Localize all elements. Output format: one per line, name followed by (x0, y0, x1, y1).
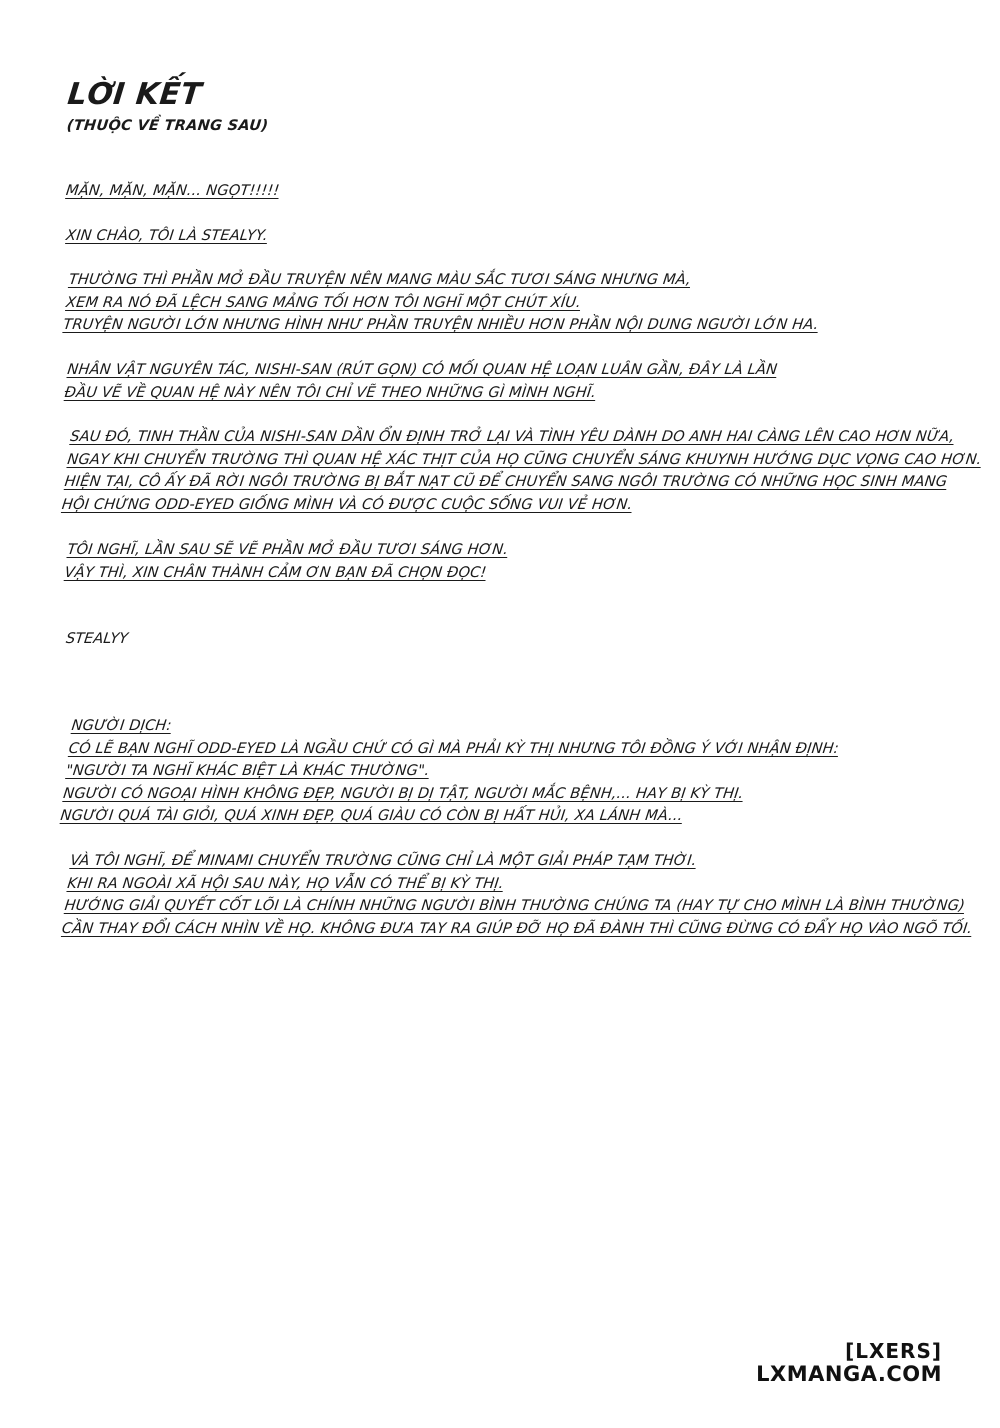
paragraph-line: HIỆN TẠI, CÔ ẤY ĐÃ RỜI NGÔI TRƯỜNG BỊ BẮT NẠT CŨ ĐỂ CHUYỂN SANG NGÔI TRƯỜNG CÓ NHỮNG HỌC SINH MANG (63, 473, 949, 491)
spacer-large (66, 647, 936, 715)
author-signature: STEALYY (64, 629, 129, 647)
paragraph-line: TÔI NGHĨ, LẦN SAU SẼ VẼ PHẦN MỞ ĐẦU TƯƠI SÁNG HƠN. (66, 540, 510, 558)
spacer (66, 606, 936, 630)
page-content (59, 77, 983, 962)
paragraph-line: NGƯỜI QUÁ TÀI GIỎI, QUÁ XINH ĐẸP, QUÁ GIÀU CÓ CÒN BỊ HẤT HỦI, XA LÁNH MÀ... (59, 807, 684, 825)
page-subtitle-text: (THUỘC VỀ TRANG SAU) (66, 118, 270, 134)
afterword-body (59, 180, 983, 940)
watermark-site: LXMANGA.COM (756, 1361, 942, 1386)
paragraph-line: VẬY THÌ, XIN CHÂN THÀNH CẢM ƠN BẠN ĐÃ CHỌN ĐỌC! (63, 563, 488, 581)
intro-line (65, 225, 938, 248)
paragraph-line: NHÂN VẬT NGUYÊN TÁC, NISHI-SAN (RÚT GỌN) CÓ MỐI QUAN HỆ LOẠN LUÂN GẦN, ĐÂY LÀ LẦN (66, 361, 779, 379)
paragraph-line: XEM RA NÓ ĐÃ LỆCH SANG MẢNG TỐI HƠN TÔI NGHĨ MỘT CHÚT XÍU. (65, 293, 583, 311)
paragraph-line: ĐẦU VẼ VỀ QUAN HỆ NÀY NÊN TÔI CHỈ VẼ THEO NHỮNG GÌ MÌNH NGHĨ. (63, 383, 598, 401)
paragraph-line: SAU ĐÓ, TINH THẦN CỦA NISHI-SAN DẦN ỔN ĐỊNH TRỞ LẠI VÀ TÌNH YÊU DÀNH DO ANH HAI CÀNG LÊN CAO HƠN NỮA, (69, 428, 956, 446)
paragraph-line: "NGƯỜI TA NGHĨ KHÁC BIỆT LÀ KHÁC THƯỜNG". (65, 762, 431, 780)
watermark (756, 1340, 942, 1386)
paragraph-line: TRUYỆN NGƯỜI LỚN NHƯNG HÌNH NHƯ PHẦN TRUYỆN NHIỀU HƠN PHẦN NỘI DUNG NGƯỜI LỚN HA. (62, 316, 820, 334)
paragraph-line: VÀ TÔI NGHĨ, ĐỂ MINAMI CHUYỂN TRƯỜNG CŨNG CHỈ LÀ MỘT GIẢI PHÁP TẠM THỜI. (69, 851, 698, 869)
page-title (66, 78, 936, 115)
paragraph-4 (63, 539, 939, 584)
translator-note-heading: NGƯỜI DỊCH: (70, 716, 173, 734)
paragraph-line: NGAY KHI CHUYỂN TRƯỜNG THÌ QUAN HỆ XÁC THỊT CỦA HỌ CŨNG CHUYỂN SÁNG KHUYNH HƯỚNG DỤC VỌNG CAO HƠN. (66, 450, 983, 468)
greeting-line (65, 180, 938, 203)
paragraph-line: CẦN THAY ĐỔI CÁCH NHÌN VỀ HỌ. KHÔNG ĐƯA TAY RA GIÚP ĐỠ HỌ ĐÃ ĐÀNH THÌ CŨNG ĐỪNG CÓ ĐẨY HỌ VÀO NGÕ TỐI. (60, 919, 974, 937)
paragraph-line: HƯỚNG GIẢI QUYẾT CỐT LÕI LÀ CHÍNH NHỮNG NGƯỜI BÌNH THƯỜNG CHÚNG TA (HAY TỰ CHO MÌNH LÀ BÌNH THƯỜNG) (63, 897, 966, 915)
watermark-group: [LXERS] (845, 1338, 942, 1363)
paragraph-line: NGƯỜI CÓ NGOẠI HÌNH KHÔNG ĐẸP, NGƯỜI BỊ DỊ TẬT, NGƯỜI MẮC BỆNH,... HAY BỊ KỲ THỊ. (62, 784, 745, 802)
page-subtitle (66, 115, 936, 134)
page-title-text: LỜI KẾT (65, 77, 204, 112)
greeting-text: MẶN, MẶN, MẶN... NGỌT!!!!! (65, 182, 281, 199)
paragraph-line: THƯỜNG THÌ PHẦN MỞ ĐẦU TRUYỆN NÊN MANG MÀU SẮC TƯƠI SÁNG NHƯNG MÀ, (67, 271, 692, 289)
paragraph-1 (62, 269, 940, 337)
intro-text: XIN CHÀO, TÔI LÀ STEALYY. (65, 226, 269, 244)
paragraph-3 (60, 426, 983, 516)
translator-note (59, 715, 943, 828)
paragraph-line: KHI RA NGOÀI XÃ HỘI SAU NÀY, HỌ VẪN CÓ THỂ BỊ KỲ THỊ. (66, 874, 505, 892)
paragraph-line: HỘI CHỨNG ODD-EYED GIỐNG MÌNH VÀ CÓ ĐƯỢC CUỘC SỐNG VUI VẺ HƠN. (60, 496, 634, 514)
translator-note-2 (60, 850, 974, 940)
paragraph-line: CÓ LẼ BẠN NGHĨ ODD-EYED LÀ NGẦU CHỨ CÓ GÌ MÀ PHẢI KỲ THỊ NHƯNG TÔI ĐỒNG Ý VỚI NHẬN ĐỊNH: (67, 739, 840, 757)
paragraph-2 (63, 359, 939, 404)
